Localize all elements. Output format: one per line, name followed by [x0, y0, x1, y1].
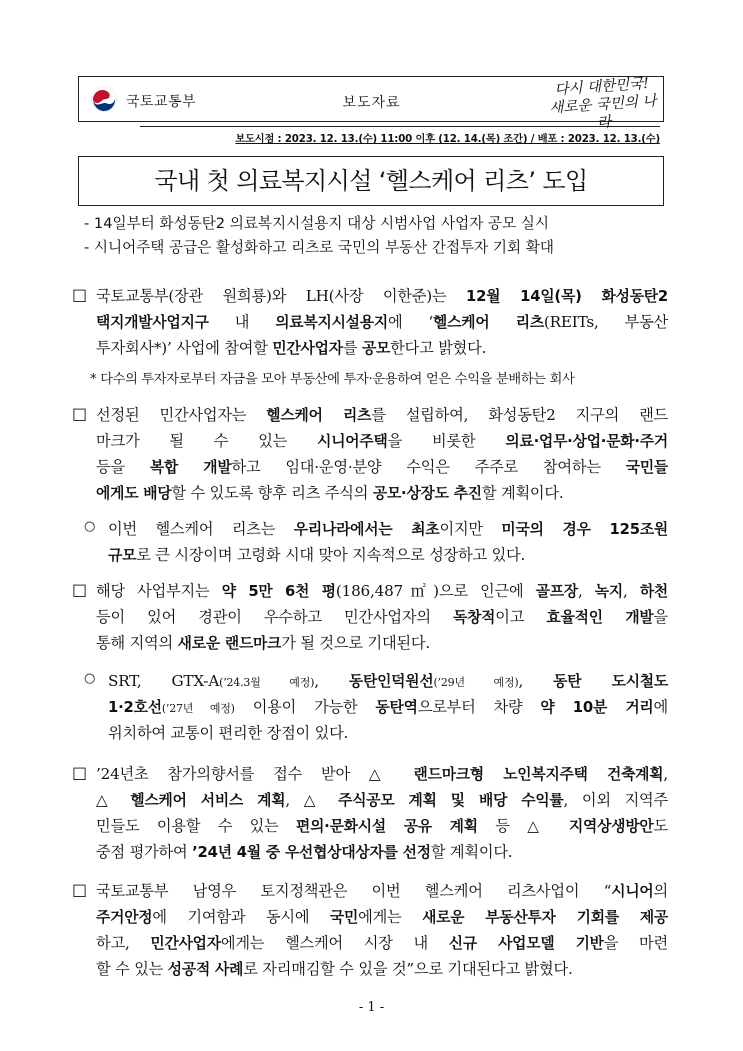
- ministry-name: 국토교통부: [126, 94, 197, 110]
- circle-bullet: ○: [84, 519, 96, 534]
- circle-bullet: ○: [84, 671, 96, 686]
- p1-line-3: 투자회사*)’ 사업에 참여할 민간사업자를 공모한다고 밝혔다.: [96, 339, 487, 357]
- p4-line-4: 중점 평가하여 ’24년 4월 중 우선협상대상자를 선정할 계획이다.: [96, 843, 513, 861]
- p3-line-2: 등이 있어 경관이 우수하고 민간사업자의 독창적이고 효율적인 개발을: [96, 608, 668, 626]
- p2-line-2: 마크가 될 수 있는 시니어주택을 비롯한 의료·업무·상업·문화·주거: [96, 432, 669, 450]
- box-bullet: □: [72, 285, 88, 304]
- page-number: - 1 -: [358, 1000, 385, 1015]
- slogan-line-2: 새로운 국민의 나라: [548, 93, 658, 132]
- p3-line-3: 통해 지역의 새로운 랜드마크가 될 것으로 기대된다.: [96, 634, 430, 652]
- box-bullet: □: [72, 404, 88, 423]
- p3-line-1: 해당 사업부지는 약 5만 6천 평(186,487㎡)으로 인근에 골프장, 녹지, 하천: [96, 582, 669, 600]
- subtitle-1: - 14일부터 화성동탄2 의료복지시설용지 대상 시범사업 사업자 공모 실시: [84, 215, 549, 232]
- s2-line-1: 이번 헬스케어 리츠는 우리나라에서는 최초이지만 미국의 경우 125조원: [108, 520, 669, 538]
- p5-line-4: 할 수 있는 성공적 사례로 자리매김할 수 있을 것”으로 기대된다고 밝혔다.: [96, 960, 573, 978]
- slogan-line-1: 다시 대한민국!: [554, 75, 650, 99]
- document-type: 보도자료: [342, 95, 401, 111]
- p4-line-1: ’24년초 참가의향서를 접수 받아 △ 랜드마크형 노인복지주택 건축계획,: [96, 765, 669, 783]
- p2-line-1: 선정된 민간사업자는 헬스케어 리츠를 설립하여, 화성동탄2 지구의 랜드: [96, 406, 669, 424]
- s3-line-2: 1·2호선(’27년 예정) 이용이 가능한 동탄역으로부터 차량 약 10분 거리에: [108, 698, 668, 716]
- p5-line-3: 하고, 민간사업자에게는 헬스케어 시장 내 신규 사업모델 기반을 마련: [96, 934, 668, 952]
- p4-line-2: △ 헬스케어 서비스 계획, △ 주식공모 계획 및 배당 수익률, 이외 지역주: [96, 791, 668, 809]
- header-divider: [140, 126, 660, 127]
- subtitle-2: - 시니어주택 공급은 활성화하고 리츠로 국민의 부동산 간접투자 기회 확대: [84, 239, 554, 256]
- box-bullet: □: [72, 880, 88, 899]
- p2-line-3: 등을 복합 개발하고 임대·운영·분양 수익은 주주로 참여하는 국민들: [96, 458, 669, 476]
- s2-line-2: 규모로 큰 시장이며 고령화 시대 맞아 지속적으로 성장하고 있다.: [108, 546, 526, 564]
- footnote: * 다수의 투자자로부터 자금을 모아 부동산에 투자·운용하여 얻은 수익을 분배하는 회사: [90, 372, 575, 387]
- p1-line-2: 택지개발사업지구 내 의료복지시설용지에 ‘헬스케어 리츠(REITs, 부동산: [96, 313, 669, 331]
- s3-line-3: 위치하여 교통이 편리한 장점이 있다.: [108, 724, 349, 742]
- p4-line-3: 민들도 이용할 수 있는 편의·문화시설 공유 계획 등 △ 지역상생방안도: [96, 817, 668, 835]
- page-title: 국내 첫 의료복지시설 ‘헬스케어 리츠’ 도입: [154, 167, 588, 195]
- p5-line-1: 국토교통부 남영우 토지정책관은 이번 헬스케어 리츠사업이 “시니어의: [96, 882, 668, 900]
- box-bullet: □: [72, 580, 88, 599]
- p2-line-4: 에게도 배당할 수 있도록 향후 리츠 주식의 공모·상장도 추진할 계획이다.: [96, 484, 564, 502]
- p1-line-1: 국토교통부(장관 원희룡)와 LH(사장 이한준)는 12월 14일(목) 화성동탄2: [96, 287, 668, 305]
- s3-line-1: SRT, GTX-A(’24.3월 예정), 동탄인덕원선(’29년 예정), 동탄 도시철도: [108, 672, 668, 690]
- release-info: 보도시점 : 2023. 12. 13.(수) 11:00 이후 (12. 14.(목) 조간) / 배포 : 2023. 12. 13.(수): [235, 134, 660, 145]
- p5-line-2: 주거안정에 기여함과 동시에 국민에게는 새로운 부동산투자 기회를 제공: [96, 908, 669, 926]
- box-bullet: □: [72, 763, 88, 782]
